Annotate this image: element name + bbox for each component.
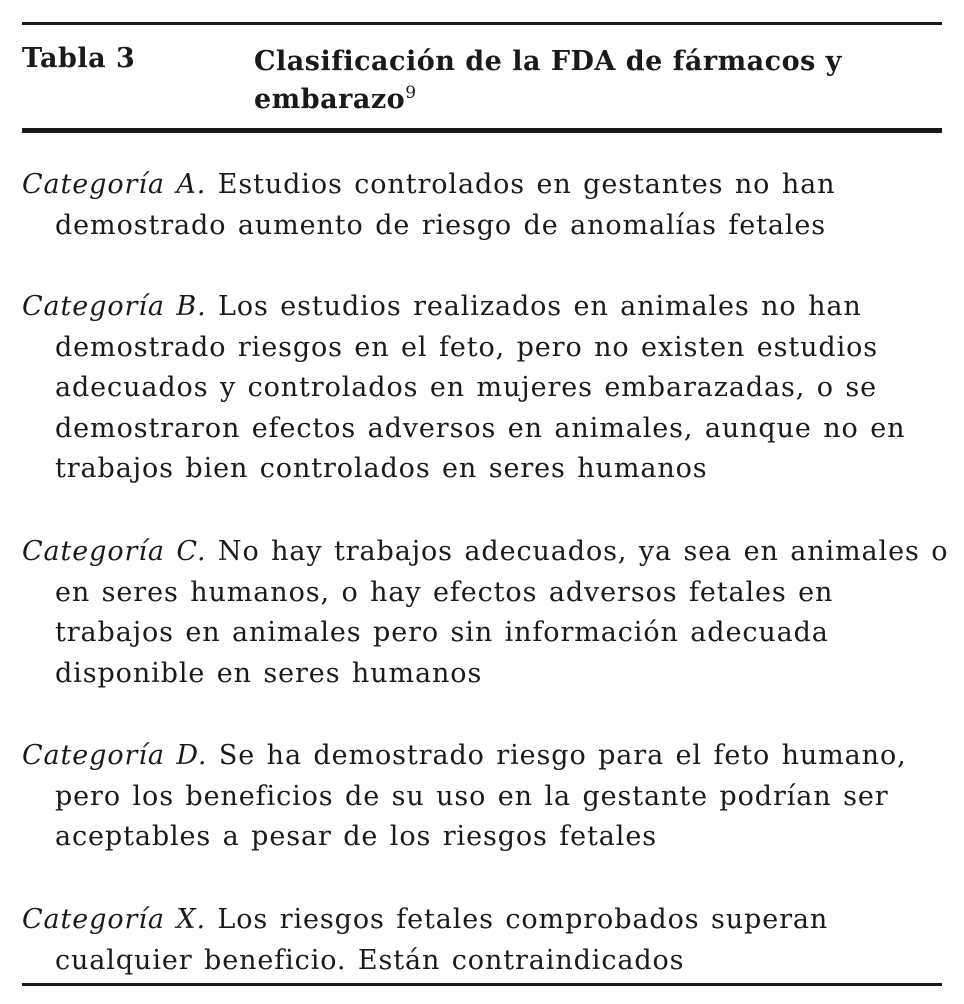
table-title <box>254 43 914 119</box>
category-a <box>22 165 961 246</box>
category-c-text: No hay trabajos adecuados, ya sea en animales o en seres humanos, o hay efectos adversos fetales en trabajos en animales pero sin información adecuada disponible en seres humanos <box>55 536 949 689</box>
category-x-label: Categoría X. <box>22 904 206 935</box>
category-d-label: Categoría D. <box>22 740 208 771</box>
table-number: Tabla 3 <box>22 43 136 74</box>
category-b-label: Categoría B. <box>22 291 207 322</box>
category-b <box>22 287 961 490</box>
category-b-text: Los estudios realizados en animales no han demostrado riesgos en el feto, pero no existen estudios adecuados y controlados en mujeres embarazadas, o se demostraron efectos adversos en animales, aunque no en trabajos bien controlados en seres humanos <box>55 291 906 484</box>
table-header <box>22 25 942 128</box>
category-x <box>22 900 961 981</box>
bottom-rule <box>22 983 942 986</box>
table-body <box>22 133 949 983</box>
category-a-text: Estudios controlados en gestantes no han demostrado aumento de riesgo de anomalías fetales <box>55 169 836 241</box>
category-x-text: Los riesgos fetales comprobados superan cualquier beneficio. Están contraindicados <box>55 904 829 976</box>
category-d <box>22 736 961 858</box>
category-c-label: Categoría C. <box>22 536 207 567</box>
category-d-text: Se ha demostrado riesgo para el feto humano, pero los beneficios de su uso en la gestante podrían ser aceptables a pesar de los riesgos fetales <box>55 740 907 852</box>
category-a-label: Categoría A. <box>22 169 207 200</box>
fda-table <box>22 22 949 986</box>
table-title-text: Clasificación de la FDA de fármacos y embarazo <box>254 46 842 115</box>
title-reference: 9 <box>405 83 417 103</box>
category-c <box>22 532 961 694</box>
